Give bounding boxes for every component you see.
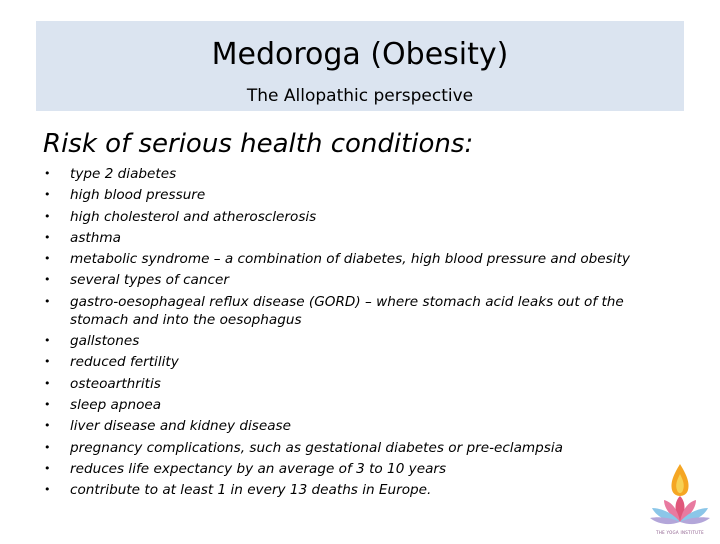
risk-list-item xyxy=(44,186,664,204)
logo-text: THE YOGA INSTITUTE xyxy=(656,530,704,535)
section-heading: Risk of serious health conditions: xyxy=(43,129,474,159)
risk-list-item xyxy=(44,250,664,268)
risk-list-item xyxy=(44,375,664,393)
risk-list-item xyxy=(44,229,664,247)
risk-text: high cholesterol and atherosclerosis xyxy=(70,208,317,225)
risk-list-item xyxy=(44,353,664,371)
slide-subtitle: The Allopathic perspective xyxy=(246,86,474,106)
risk-text: asthma xyxy=(70,229,121,246)
bullet-icon: • xyxy=(44,252,51,266)
bullet-icon: • xyxy=(44,376,51,390)
risk-text: high blood pressure xyxy=(70,187,206,204)
risk-list-item xyxy=(44,208,664,226)
bullet-icon: • xyxy=(44,230,51,244)
risk-list-item xyxy=(44,293,664,329)
risk-text: liver disease and kidney disease xyxy=(70,418,291,435)
risk-text: contribute to at least 1 in every 13 deaths in Europe. xyxy=(70,482,432,499)
bullet-icon: • xyxy=(44,419,51,433)
risk-list-item xyxy=(44,396,664,414)
bullet-icon: • xyxy=(44,209,51,223)
risk-list-item xyxy=(44,332,664,350)
title-band xyxy=(36,21,684,111)
risk-text: several types of cancer xyxy=(70,272,229,289)
bullet-icon: • xyxy=(44,167,51,180)
bullet-icon: • xyxy=(44,461,51,475)
risk-list-item xyxy=(44,439,664,457)
risk-text: pregnancy complications, such as gestational diabetes or pre-eclampsia xyxy=(70,439,563,456)
risk-text: type 2 diabetes xyxy=(70,166,177,182)
bullet-icon: • xyxy=(44,334,51,348)
bullet-icon: • xyxy=(44,294,51,308)
risk-text: reduced fertility xyxy=(70,354,179,371)
risk-text: osteoarthritis xyxy=(70,375,161,392)
bullet-icon: • xyxy=(44,355,51,369)
risk-text: gallstones xyxy=(70,333,140,350)
risk-list xyxy=(44,165,664,502)
risk-text: gastro-oesophageal reflux disease (GORD) – where stomach acid leaks out of the stomach and into the oesophagus xyxy=(70,293,624,328)
bullet-icon: • xyxy=(44,188,51,202)
risk-text: sleep apnoea xyxy=(70,396,162,413)
risk-list-item xyxy=(44,460,664,478)
risk-text: metabolic syndrome – a combination of diabetes, high blood pressure and obesity xyxy=(70,251,630,268)
slide-title: Medoroga (Obesity) xyxy=(211,37,509,72)
risk-list-item xyxy=(44,271,664,289)
risk-list-item xyxy=(44,417,664,435)
lotus-flame-logo-icon xyxy=(640,460,720,540)
bullet-icon: • xyxy=(44,273,51,287)
bullet-icon: • xyxy=(44,483,51,497)
risk-list-item xyxy=(44,481,664,499)
bullet-icon: • xyxy=(44,397,51,411)
risk-text: reduces life expectancy by an average of 3 to 10 years xyxy=(70,460,447,477)
bullet-icon: • xyxy=(44,440,51,454)
risk-list-item xyxy=(44,165,664,183)
